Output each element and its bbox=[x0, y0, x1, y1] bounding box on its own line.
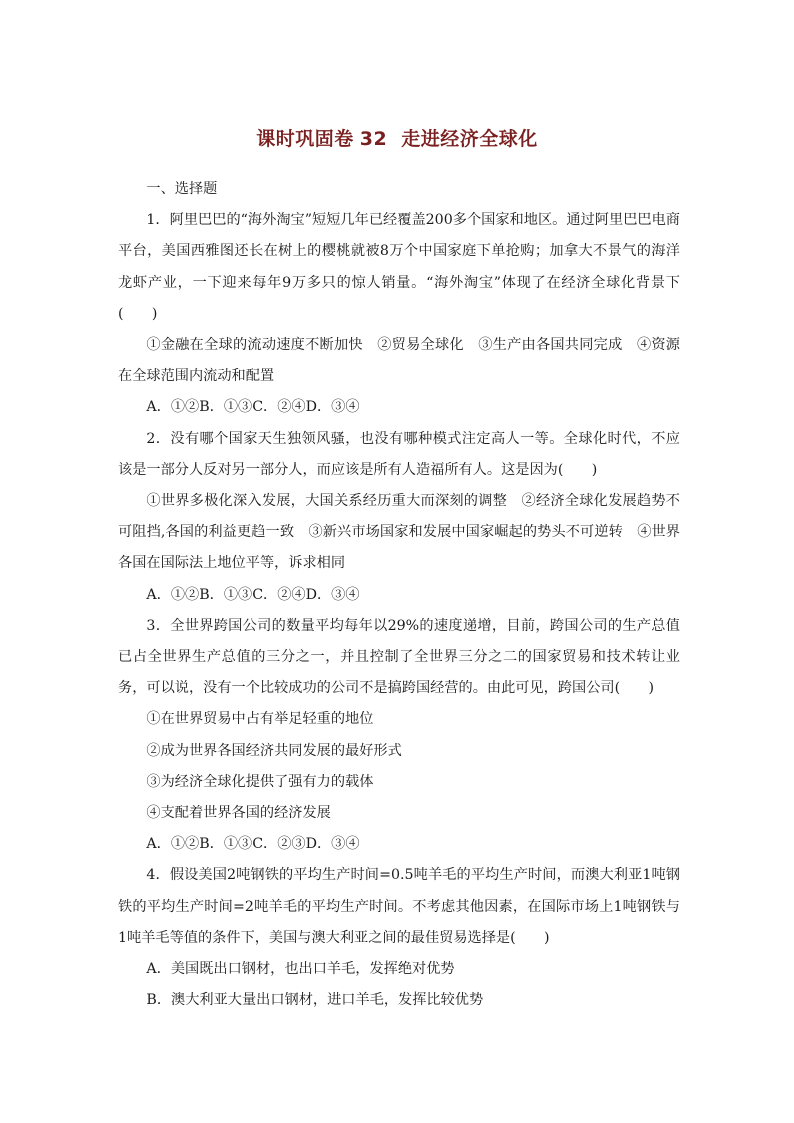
section-heading: 一、选择题 bbox=[146, 181, 218, 197]
q2-stem: 2．没有哪个国家天生独领风骚，也没有哪种模式注定高人一等。全球化时代，不应该是一部分人反对另一部分人，而应该是所有人造福所有人。这是因为( ) bbox=[118, 430, 680, 478]
q1-options: A．①②B．①③C．②④D．③④ bbox=[146, 399, 360, 416]
title-text: 课时巩固卷 bbox=[256, 128, 354, 150]
title-number: 32 bbox=[359, 128, 388, 150]
q3-stem: 3．全世界跨国公司的数量平均每年以29%的速度递增，目前，跨国公司的生产总值已占全世界生产总值的三分之一，并且控制了全世界三分之二的国家贸易和技术转让业务，可以说，没有一个比较成功的公司不是搞跨国经营的。由此可见，跨国公司( ) bbox=[118, 617, 680, 697]
title-topic: 走进经济全球化 bbox=[401, 128, 538, 150]
q3-statement-1: ①在世界贸易中占有举足轻重的地位 bbox=[146, 711, 374, 728]
q4-stem: 4．假设美国2吨钢铁的平均生产时间=0.5吨羊毛的平均生产时间，而澳大利亚1吨钢铁的平均生产时间=2吨羊毛的平均生产时间。不考虑其他因素，在国际市场上1吨钢铁与1吨羊毛等值的条件下，美国与澳大利亚之间的最佳贸易选择是( ) bbox=[118, 867, 680, 946]
question-content bbox=[118, 174, 680, 1016]
q1-stem: 1．阿里巴巴的“海外淘宝”短短几年已经覆盖200多个国家和地区。通过阿里巴巴电商平台，美国西雅图还长在树上的樱桃就被8万个中国家庭下单抢购；加拿大不景气的海洋龙虾产业，一下迎来每年9万多只的惊人销量。“海外淘宝”体现了在经济全球化背景下( ) bbox=[118, 212, 680, 322]
q3-statement-3: ③为经济全球化提供了强有力的载体 bbox=[146, 773, 374, 790]
q3-options: A．①②B．①③C．②③D．③④ bbox=[146, 836, 360, 853]
q2-options: A．①②B．①③C．②④D．③④ bbox=[146, 586, 360, 603]
q3-statement-4: ④支配着世界各国的经济发展 bbox=[146, 805, 331, 822]
page-title bbox=[0, 124, 794, 151]
q2-statements: ①世界多极化深入发展，大国关系经历重大而深刻的调整 ②经济全球化发展趋势不可阻挡,各国的利益更趋一致 ③新兴市场国家和发展中国家崛起的势头不可逆转 ④世界各国在国际法上地位平等，诉求相同 bbox=[118, 493, 680, 572]
q3-statement-2: ②成为世界各国经济共同发展的最好形式 bbox=[146, 742, 402, 759]
q4-option-a: A．美国既出口钢材，也出口羊毛，发挥绝对优势 bbox=[146, 961, 455, 978]
q1-statements: ①金融在全球的流动速度不断加快 ②贸易全球化 ③生产由各国共同完成 ④资源在全球范围内流动和配置 bbox=[118, 337, 680, 385]
q4-option-b: B．澳大利亚大量出口钢材，进口羊毛，发挥比较优势 bbox=[146, 992, 484, 1009]
